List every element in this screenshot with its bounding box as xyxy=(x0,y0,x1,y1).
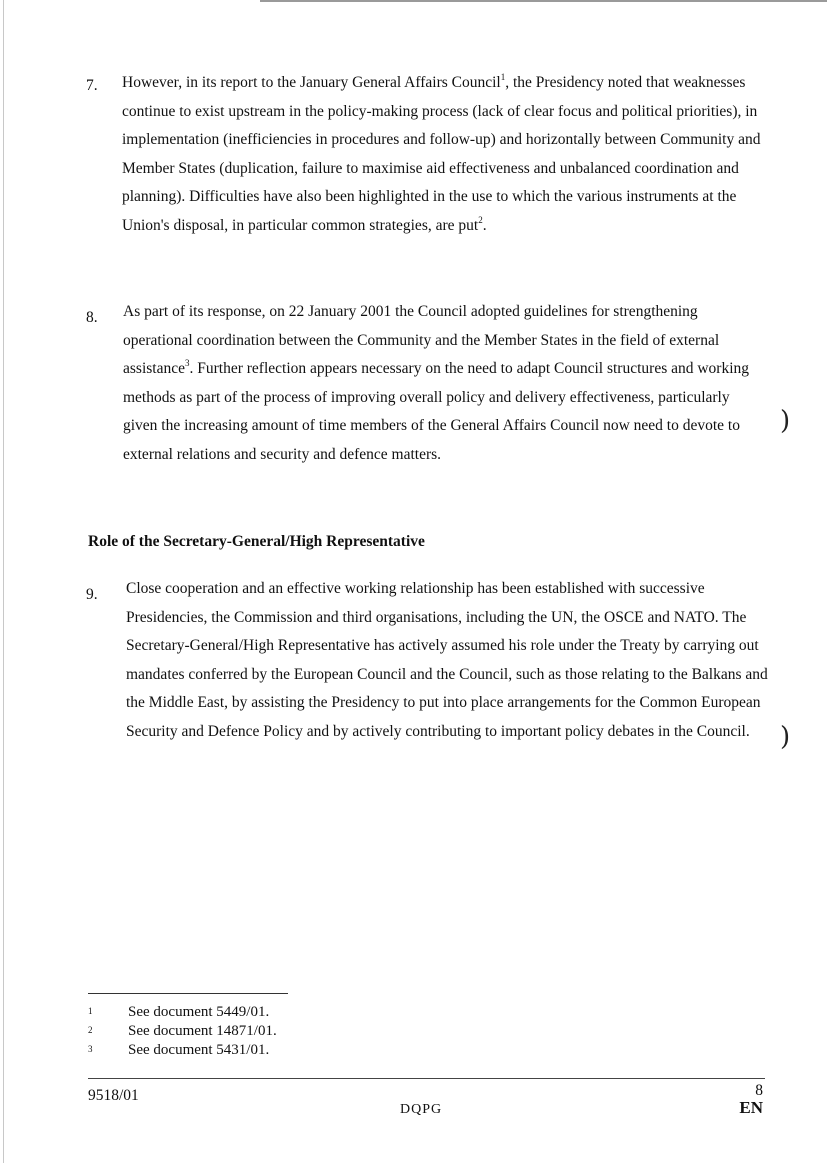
page-number: 8 xyxy=(755,1082,763,1099)
department-code: DQPG xyxy=(400,1102,443,1117)
footnote-ref-3: 3 xyxy=(184,358,190,369)
scan-left-edge xyxy=(3,0,4,1163)
punch-hole-mark: ) xyxy=(780,722,791,752)
document-reference: 9518/01 xyxy=(88,1087,139,1104)
paragraph-text: As part of its response, on 22 January 2001 the Council adopted guidelines for strengthening operational coordination between the Community and the Member States in the field of external assistance$^3$. Further reflection appears necessary on the need to adapt Council structures and working methods as part of the process of improving overall policy and delivery effectiveness, particularly given the increasing amount of time members of the General Affairs Council now need to devote to external relations and security and defence matters. xyxy=(123,303,750,463)
section-heading: Role of the Secretary-General/High Representative xyxy=(88,533,425,550)
paragraph-number: 8. xyxy=(86,309,98,326)
paragraph-text: However, in its report to the January General Affairs Council$^1$, the Presidency noted that weaknesses continue to exist upstream in the policy-making process (lack of clear focus and political priorities), in implementation (inefficiencies in procedures and follow-up) and horizontally between Community and Member States (duplication, failure to maximise aid effectiveness and unbalanced coordination and planning). Difficulties have also been highlighted in the use to which the various instruments at the Union's disposal, in particular common strategies, are put$^2$. xyxy=(122,72,761,234)
footnote-ref-1: 1 xyxy=(500,72,506,82)
scan-top-edge xyxy=(260,0,827,2)
paragraph-text: Close cooperation and an effective working relationship has been established with successive Presidencies, the Commission and third organisations, including the UN, the OSCE and NATO. The Secretary-General/High Representative has actively assumed his role under the Treaty by carrying out mandates conferred by the European Council and the Council, such as those relating to the Balkans and the Middle East, by assisting the Presidency to put into place arrangements for the Common European Security and Defence Policy and by actively contributing to important policy debates in the Council. xyxy=(126,580,768,740)
document-page: 7. However, in its report to the January General Affairs Council$^1$, the Presidency noted that weaknesses continue to exist upstream in the policy-making process (lack of clear focus and political priorities), in implementation (inefficiencies in procedures and follow-up) and horizontally between Community and Member States (duplication, failure to maximise aid effectiveness and unbalanced coordination and planning). Difficulties have also been highlighted in the use to which the various instruments at the Union's disposal, in particular common strategies, are put$^2$. 8. As part of its response, on 22 January 2001 the Council adopted guidelines for strengthening operational coordination between the Community and the Member States in the field of external assistance$^3$. Further reflection appears necessary on the need to adapt Council structures and working methods as part of the process of improving overall policy and delivery effectiveness, particularly given the increasing amount of time members of the General Affairs Council now need to devote to external relations and security and defence matters. Role of the Secretary-General/High Representative 9. Close cooperation and an effective working relationship has been established with successive Presidencies, the Commission and third organisations, including the UN, the OSCE and NATO. The Secretary-General/High Representative has actively assumed his role under the Treaty by carrying out mandates conferred by the European Council and the Council, such as those relating to the Balkans and the Middle East, by assisting the Presidency to put into place arrangements for the Common European Security and Defence Policy and by actively contributing to important policy debates in the Council. ) ) 1 See document 5449/01. 2 See document 14871/01. 3 See document 5431/01. 9518/01 DQPG 8 EN xyxy=(0,0,827,1163)
footnote-separator xyxy=(88,993,288,994)
punch-hole-mark: ) xyxy=(780,406,791,436)
language-code: EN xyxy=(739,1098,763,1117)
footnote-ref-2: 2 xyxy=(478,214,483,225)
paragraph-number: 7. xyxy=(86,77,98,94)
paragraph-number: 9. xyxy=(86,586,98,603)
footer-separator xyxy=(88,1078,765,1079)
